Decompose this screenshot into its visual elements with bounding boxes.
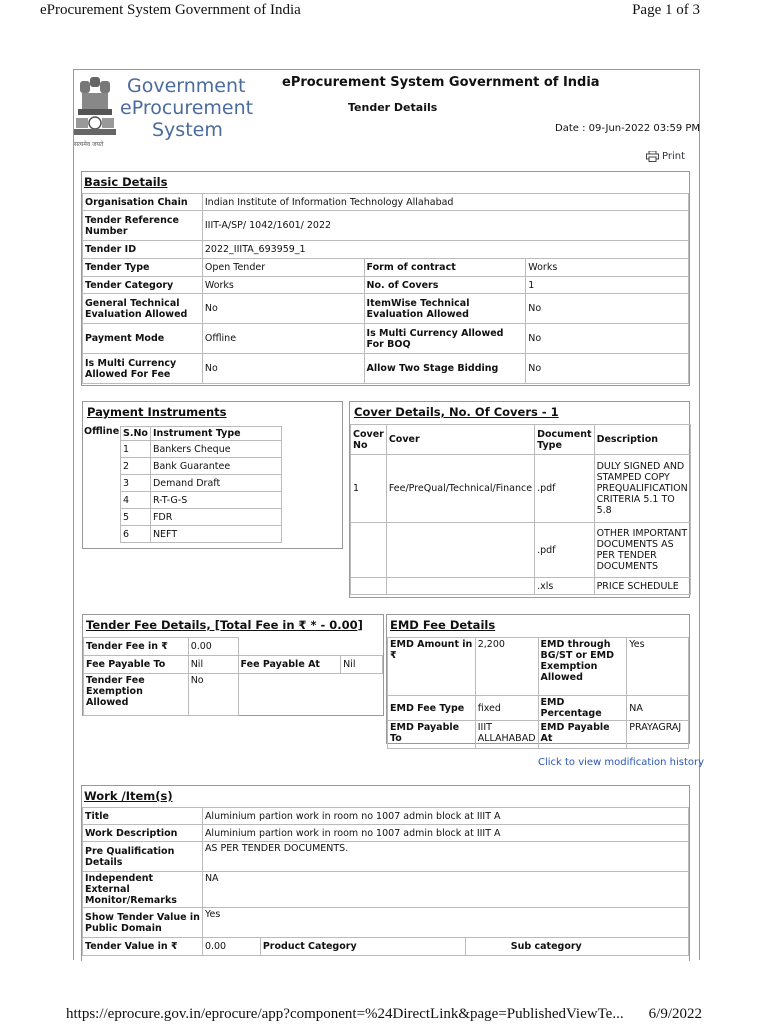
table-row	[121, 526, 282, 543]
two-stage-label: Allow Two Stage Bidding	[364, 354, 526, 384]
table-row	[121, 492, 282, 509]
instrument-sno: 1	[121, 441, 151, 458]
cover-description: DULY SIGNED AND STAMPED COPY PREQUALIFICATION CRITERIA 5.1 TO 5.8	[594, 455, 690, 523]
tender-type-value: Open Tender	[202, 259, 364, 277]
fee-payable-at-label: Fee Payable At	[238, 656, 341, 674]
two-stage-value: No	[526, 354, 689, 384]
mc-boq-label: Is Multi Currency Allowed For BOQ	[364, 324, 526, 354]
tender-fee-table	[83, 637, 383, 716]
col-cover-header: Cover	[386, 425, 534, 455]
tender-fee-box	[82, 614, 384, 716]
col-instrument-header: Instrument Type	[150, 427, 281, 441]
table-row	[83, 211, 689, 241]
work-title-label: Title	[83, 808, 203, 825]
table-row	[121, 475, 282, 492]
cover-description: OTHER IMPORTANT DOCUMENTS AS PER TENDER DOCUMENTS	[594, 523, 690, 578]
payment-offline-label: Offline	[84, 426, 120, 437]
payment-instruments-table	[120, 426, 282, 543]
table-row	[388, 696, 689, 721]
instrument-type: R-T-G-S	[150, 492, 281, 509]
mc-fee-value: No	[202, 354, 364, 384]
table-row	[351, 455, 691, 523]
emd-percentage-label: EMD Percentage	[538, 696, 627, 721]
cover-name	[386, 578, 534, 595]
tender-category-label: Tender Category	[83, 277, 203, 294]
logo-line-3: System	[152, 119, 223, 141]
instrument-type: NEFT	[150, 526, 281, 543]
cover-doc-type: .pdf	[535, 455, 594, 523]
emd-fee-heading: EMD Fee Details	[390, 618, 496, 632]
tender-type-label: Tender Type	[83, 259, 203, 277]
mc-boq-value: No	[526, 324, 689, 354]
tender-category-value: Works	[202, 277, 364, 294]
emd-fee-type-value: fixed	[475, 696, 538, 721]
page-footer-url: https://eprocure.gov.in/eprocure/app?component=%24DirectLink&page=PublishedViewTe...	[66, 1006, 624, 1022]
work-items-box	[81, 785, 690, 961]
emd-percentage-value: NA	[627, 696, 689, 721]
work-title-value: Aluminium partion work in room no 1007 admin block at IIIT A	[202, 808, 688, 825]
org-label: Organisation Chain	[83, 194, 203, 211]
table-row	[351, 578, 691, 595]
table-row	[388, 638, 689, 696]
iwte-value: No	[526, 294, 689, 324]
table-row	[84, 674, 383, 716]
tender-id-value: 2022_IIITA_693959_1	[202, 241, 688, 259]
fee-payable-at-value: Nil	[341, 656, 383, 674]
instrument-type: FDR	[150, 509, 281, 526]
fee-payable-to-label: Fee Payable To	[84, 656, 189, 674]
table-row	[121, 427, 282, 441]
emd-payable-to-value: IIIT ALLAHABAD	[475, 721, 538, 749]
col-description-header: Description	[594, 425, 690, 455]
product-category-label: Product Category	[260, 938, 466, 956]
instrument-sno: 3	[121, 475, 151, 492]
table-row	[83, 825, 689, 842]
table-row	[351, 523, 691, 578]
table-row	[83, 194, 689, 211]
payment-mode-value: Offline	[202, 324, 364, 354]
emd-payable-to-label: EMD Payable To	[388, 721, 476, 749]
fee-payable-to-value: Nil	[188, 656, 238, 674]
form-contract-value: Works	[526, 259, 689, 277]
work-description-label: Work Description	[83, 825, 203, 842]
table-row	[83, 938, 689, 956]
emd-fee-type-label: EMD Fee Type	[388, 696, 476, 721]
table-row	[121, 509, 282, 526]
show-value-label: Show Tender Value in Public Domain	[83, 908, 203, 938]
logo-line-1: Government	[127, 75, 246, 97]
table-row	[121, 441, 282, 458]
cover-name	[386, 523, 534, 578]
printer-icon	[646, 151, 659, 162]
payment-mode-label: Payment Mode	[83, 324, 203, 354]
print-label: Print	[662, 151, 686, 162]
table-row	[83, 294, 689, 324]
instrument-sno: 5	[121, 509, 151, 526]
cover-doc-type: .pdf	[535, 523, 594, 578]
modification-history-link[interactable]: Click to view modification history	[538, 757, 705, 768]
basic-details-heading: Basic Details	[84, 175, 168, 189]
form-contract-label: Form of contract	[364, 259, 526, 277]
cover-description: PRICE SCHEDULE	[594, 578, 690, 595]
emblem-icon	[70, 73, 120, 141]
cover-no	[351, 523, 387, 578]
instrument-sno: 2	[121, 458, 151, 475]
table-row	[83, 354, 689, 384]
instrument-type: Demand Draft	[150, 475, 281, 492]
pre-qualification-value: AS PER TENDER DOCUMENTS.	[202, 842, 688, 872]
col-sno-header: S.No	[121, 427, 151, 441]
table-row	[83, 324, 689, 354]
table-row	[84, 638, 383, 656]
cover-details-heading: Cover Details, No. Of Covers - 1	[354, 405, 559, 419]
emd-fee-box	[386, 614, 690, 744]
pre-qualification-label: Pre Qualification Details	[83, 842, 203, 872]
payment-instruments-heading: Payment Instruments	[87, 405, 227, 419]
cover-no: 1	[351, 455, 387, 523]
no-covers-label: No. of Covers	[364, 277, 526, 294]
emd-amount-label: EMD Amount in ₹	[388, 638, 476, 696]
col-doc-type-header: Document Type	[535, 425, 594, 455]
tender-fee-value: 0.00	[188, 638, 238, 656]
iem-label: Independent External Monitor/Remarks	[83, 872, 203, 908]
work-items-table	[82, 807, 689, 956]
table-row	[388, 721, 689, 749]
col-cover-no-header: Cover No	[351, 425, 387, 455]
table-row	[83, 842, 689, 872]
tender-fee-label: Tender Fee in ₹	[84, 638, 189, 656]
instrument-type: Bank Guarantee	[150, 458, 281, 475]
emd-through-label: EMD through BG/ST or EMD Exemption Allowed	[538, 638, 627, 696]
page-title: eProcurement System Government of India	[282, 75, 600, 90]
org-value: Indian Institute of Information Technology Allahabad	[202, 194, 688, 211]
table-row	[84, 656, 383, 674]
page-header-title: eProcurement System Government of India	[40, 2, 301, 18]
emblem-motto: सत्यमेव जयते	[74, 141, 104, 148]
tender-id-label: Tender ID	[83, 241, 203, 259]
fee-exemption-value: No	[188, 674, 238, 716]
ref-value: IIIT-A/SP/ 1042/1601/ 2022	[202, 211, 688, 241]
cover-details-box	[349, 401, 690, 598]
instrument-type: Bankers Cheque	[150, 441, 281, 458]
no-covers-value: 1	[526, 277, 689, 294]
iem-value: NA	[202, 872, 688, 908]
table-row	[83, 259, 689, 277]
gte-label: General Technical Evaluation Allowed	[83, 294, 203, 324]
logo	[70, 73, 270, 153]
emd-fee-table	[387, 637, 689, 749]
tender-value-value: 0.00	[202, 938, 260, 956]
sub-category-label: Sub category	[466, 938, 584, 956]
emd-payable-at-value: PRAYAGRAJ	[627, 721, 689, 749]
tender-fee-heading: Tender Fee Details, [Total Fee in ₹ * - 0.00]	[86, 618, 363, 632]
table-row	[351, 425, 691, 455]
page-footer-date: 6/9/2022	[648, 1006, 702, 1022]
show-value-value: Yes	[202, 908, 688, 938]
table-row	[83, 277, 689, 294]
logo-line-2: eProcurement	[120, 97, 254, 119]
table-row	[83, 872, 689, 908]
emd-through-value: Yes	[627, 638, 689, 696]
page-number: Page 1 of 3	[632, 2, 700, 18]
cover-no	[351, 578, 387, 595]
table-row	[83, 808, 689, 825]
report-date: Date : 09-Jun-2022 03:59 PM	[555, 123, 701, 134]
ref-label: Tender Reference Number	[83, 211, 203, 241]
mc-fee-label: Is Multi Currency Allowed For Fee	[83, 354, 203, 384]
cover-name: Fee/PreQual/Technical/Finance	[386, 455, 534, 523]
work-items-heading: Work /Item(s)	[84, 789, 173, 803]
basic-details-table	[82, 193, 689, 384]
tender-value-label: Tender Value in ₹	[83, 938, 203, 956]
print-button[interactable]	[646, 151, 685, 162]
instrument-sno: 6	[121, 526, 151, 543]
table-row	[121, 458, 282, 475]
emd-payable-at-label: EMD Payable At	[538, 721, 627, 749]
table-row	[83, 908, 689, 938]
page-subtitle: Tender Details	[348, 101, 438, 114]
cover-doc-type: .xls	[535, 578, 594, 595]
iwte-label: ItemWise Technical Evaluation Allowed	[364, 294, 526, 324]
emd-amount-value: 2,200	[475, 638, 538, 696]
cover-details-table	[350, 424, 691, 595]
table-row	[83, 241, 689, 259]
work-description-value: Aluminium partion work in room no 1007 admin block at IIIT A	[202, 825, 688, 842]
gte-value: No	[202, 294, 364, 324]
basic-details-box	[81, 171, 690, 386]
instrument-sno: 4	[121, 492, 151, 509]
payment-instruments-box	[82, 401, 343, 549]
fee-exemption-label: Tender Fee Exemption Allowed	[84, 674, 189, 716]
